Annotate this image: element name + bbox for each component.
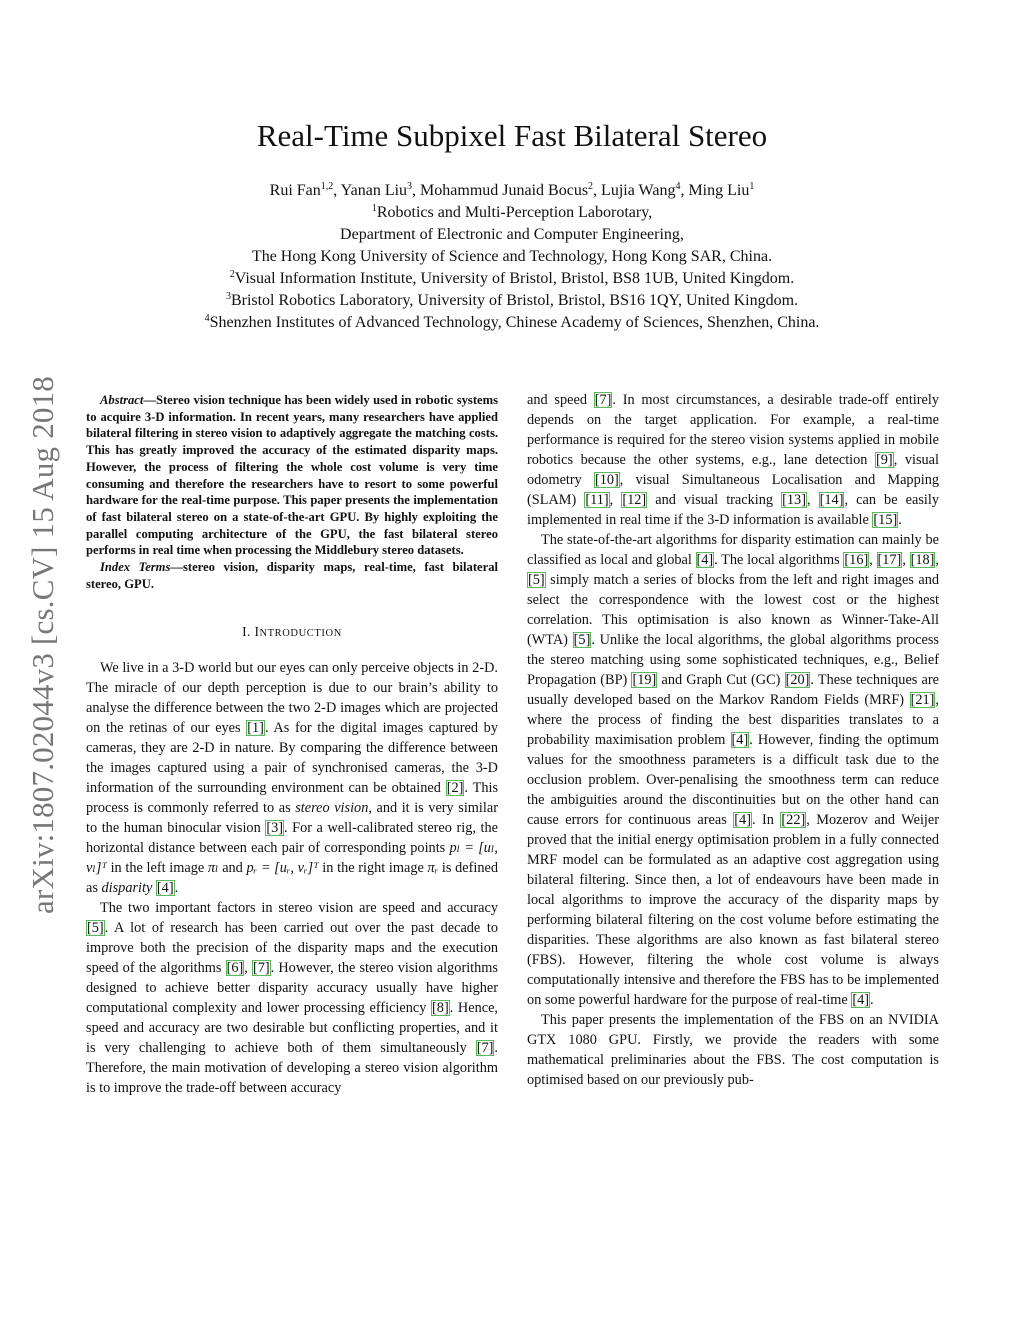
text-run: , visual odometry <box>527 452 939 488</box>
text-run: and <box>218 860 247 877</box>
index-terms <box>86 559 498 592</box>
text-run: , where the process of finding the best disparities translates to a probability maximisation problem <box>527 692 939 748</box>
affiliation-text: Shenzhen Institutes of Advanced Technology, Chinese Academy of Sciences, Shenzhen, China. <box>209 314 820 331</box>
citation-link[interactable]: [7] <box>476 1040 494 1057</box>
author-name: Rui Fan <box>269 182 321 199</box>
text-run: . The local algorithms <box>714 552 844 568</box>
index-terms-text: —stereo vision, disparity maps, real-time, fast bilateral stereo, GPU. <box>86 560 498 591</box>
text-run: This paper presents the implementation of the FBS on an NVIDIA GTX 1080 GPU. Firstly, we provide the readers with some mathematical preliminaries about the FBS. The cost computation is optimised based on our previously pub- <box>527 1012 939 1088</box>
text-run: . A lot of research has been carried out over the past decade to improve both the precision of the disparity maps and the execution speed of the algorithms <box>86 920 498 977</box>
text-run: . However, finding the optimum values for the smoothness parameters is a difficult task due to the occlusion problem. Over-penalising the smoothness term can reduce the ambiguities around the discontinuities but on the other hand can cause errors for continuous areas <box>527 732 939 828</box>
text-run: and visual tracking <box>647 492 782 508</box>
text-run: . Hence, speed and accuracy are two desirable but conflicting properties, and it is very challenging to achieve both of them simultaneously <box>86 1000 498 1057</box>
abstract-label: Abstract <box>100 393 144 407</box>
affiliation-line <box>0 268 1024 290</box>
section-heading-introduction <box>86 622 498 644</box>
arxiv-side-identifier: arXiv:1807.02044v3 [cs.CV] 15 Aug 2018 <box>25 376 60 915</box>
text-run: The state-of-the-art algorithms for disparity estimation can mainly be classified as local and global <box>527 532 939 568</box>
text-run: . However, the stereo vision algorithms designed to achieve better disparity accuracy usually have higher computational complexity and lower processing efficiency <box>86 960 498 1017</box>
citation-link[interactable]: [19] <box>632 672 657 688</box>
author-name: , Mohammud Junaid Bocus <box>412 182 589 199</box>
citation-link[interactable]: [8] <box>432 1000 449 1017</box>
section-title-initial: I <box>254 624 260 640</box>
citation-link[interactable]: [4] <box>696 552 714 568</box>
author-name: , Ming Liu <box>680 182 750 199</box>
citation-link[interactable]: [5] <box>87 920 104 937</box>
author-affiliation-mark: 3 <box>407 181 413 192</box>
text-run: in the left image <box>106 860 208 877</box>
authors-line <box>0 180 1024 202</box>
text-run: . In <box>751 812 781 828</box>
citation-link[interactable]: [11] <box>585 492 609 508</box>
author-block <box>0 180 1024 334</box>
author-affiliation-mark: 2 <box>588 181 594 192</box>
citation-link[interactable]: [15] <box>873 512 898 528</box>
affiliation-line <box>0 202 1024 224</box>
text-run: in the right image <box>318 860 428 877</box>
text-run: We live in a 3-D world but our eyes can only perceive objects in 2-D. The miracle of our depth perception is due to our brain’s ability to analyse the difference between the two 2-D images which are projected on the retinas of our eyes <box>86 660 498 737</box>
text-run: , and it is very similar to the human binocular vision <box>86 800 498 837</box>
text-run: , <box>935 552 939 568</box>
text-run: , <box>806 492 819 508</box>
author-name: , Yanan Liu <box>333 182 408 199</box>
affiliation-line <box>0 224 1024 246</box>
text-run: and speed <box>527 392 594 408</box>
text-run: , <box>609 492 622 508</box>
affiliation-text: Bristol Robotics Laboratory, University of Bristol, Bristol, BS16 1QY, United Kingdom. <box>230 292 799 309</box>
text-run: is defined as <box>86 860 498 897</box>
citation-link[interactable]: [20] <box>785 672 810 688</box>
text-run: . <box>898 512 902 528</box>
math-expression: pₗ = [uₗ, vₗ]ᵀ <box>86 840 499 877</box>
section-number: I. <box>242 624 255 640</box>
affiliation-text: Department of Electronic and Computer Engineering, <box>340 226 684 243</box>
citation-link[interactable]: [13] <box>782 492 806 508</box>
math-expression: pᵣ = [uᵣ, vᵣ]ᵀ <box>246 860 319 877</box>
citation-link[interactable]: [21] <box>910 692 935 708</box>
citation-link[interactable]: [4] <box>734 812 751 828</box>
citation-link[interactable]: [5] <box>528 572 545 588</box>
text-run: , Mozerov and Weijer proved that the initial energy optimisation problem in a fully connected MRF model can be formulated as an adaptive cost aggregation using bilateral filtering. Since then, a lot of endeavours have been made in local algorithms to improve the accuracy of the disparity maps by performing bilateral filtering on the cost volume before estimating the disparities. These algorithms are also known as fast bilateral stereo (FBS). However, filtering the whole cost volume is always computationally intensive and therefore the FBS has to be implemented on some powerful hardware for the purpose of real-time <box>527 812 939 1008</box>
text-run: . Therefore, the main motivation of developing a stereo vision algorithm is to improve the trade-off between accuracy <box>86 1040 498 1097</box>
math-expression: πᵣ <box>427 860 439 877</box>
affiliation-mark: 2 <box>229 269 235 280</box>
text-run: , visual Simultaneous Localisation and Mapping (SLAM) <box>527 472 939 508</box>
citation-link[interactable]: [5] <box>573 632 591 648</box>
right-column <box>527 390 939 1090</box>
author-affiliation-mark: 1 <box>749 181 755 192</box>
index-terms-label: Index Terms <box>100 560 171 575</box>
affiliation-line <box>0 290 1024 312</box>
citation-link[interactable]: [17] <box>877 552 902 568</box>
abstract <box>86 392 498 559</box>
affiliation-line <box>0 246 1024 268</box>
emphasized-term: disparity <box>101 880 153 897</box>
citation-link[interactable]: [22] <box>781 812 806 828</box>
citation-link[interactable]: [4] <box>731 732 749 748</box>
text-run: , can be easily implemented in real time if the 3-D information is available <box>527 492 939 528</box>
text-run: , <box>869 552 877 568</box>
text-run: . Unlike the local algorithms, the global algorithms process the stereo matching using some sophisticated techniques, e.g., Belief Propagation (BP) <box>527 632 939 688</box>
citation-link[interactable]: [4] <box>156 880 174 897</box>
text-run: and Graph Cut (GC) <box>657 672 785 688</box>
intro-paragraph <box>527 390 939 530</box>
intro-paragraph <box>86 898 498 1098</box>
text-run: . <box>870 992 874 1008</box>
text-run: , <box>244 960 252 977</box>
math-expression: πₗ <box>207 860 219 877</box>
intro-paragraph <box>86 658 498 898</box>
affiliation-text: Robotics and Multi-Perception Laborotary, <box>376 204 653 221</box>
author-affiliation-mark: 1,2 <box>320 181 334 192</box>
text-run: , <box>902 552 910 568</box>
citation-link[interactable]: [16] <box>844 552 869 568</box>
citation-link[interactable]: [2] <box>446 780 464 797</box>
text-run: The two important factors in stereo vision are speed and accuracy <box>100 900 498 917</box>
left-column <box>86 390 498 1098</box>
text-run: . In most circumstances, a desirable trade-off entirely depends on the target application. For example, a real-time performance is required for the stereo vision systems applied in mobile robotics because the other systems, e.g., lane detection <box>527 392 939 468</box>
affiliation-text: Visual Information Institute, University of Bristol, Bristol, BS8 1UB, United Kingdom. <box>234 270 795 287</box>
citation-link[interactable]: [7] <box>252 960 270 977</box>
intro-paragraph <box>527 1010 939 1090</box>
citation-link[interactable]: [7] <box>594 392 612 408</box>
paper-title: Real-Time Subpixel Fast Bilateral Stereo <box>256 118 768 153</box>
affiliation-mark: 3 <box>225 291 231 302</box>
text-run: . This process is commonly referred to as <box>86 780 499 817</box>
citation-link[interactable]: [6] <box>226 960 244 977</box>
intro-paragraph <box>527 530 939 1010</box>
text-run: . For a well-calibrated stereo rig, the horizontal distance between each pair of corresponding points <box>86 820 498 857</box>
affiliation-text: The Hong Kong University of Science and Technology, Hong Kong SAR, China. <box>251 248 773 265</box>
text-run: . These techniques are usually developed based on the Markov Random Fields (MRF) <box>527 672 939 708</box>
affiliation-mark: 1 <box>371 203 377 214</box>
citation-link[interactable]: [14] <box>819 492 844 508</box>
text-run: . As for the digital images captured by cameras, they are 2-D in nature. By comparing the difference between the images captured using a pair of synchronised cameras, the 3-D information of the surrounding environment can be obtained <box>86 720 498 797</box>
citation-link[interactable]: [10] <box>594 472 619 488</box>
section-title-rest: NTRODUCTION <box>259 628 342 640</box>
citation-link[interactable]: [18] <box>910 552 935 568</box>
citation-link[interactable]: [9] <box>876 452 893 468</box>
emphasized-term: stereo vision <box>295 800 369 817</box>
citation-link[interactable]: [12] <box>622 492 647 508</box>
citation-link[interactable]: [4] <box>852 992 870 1008</box>
text-run: . <box>174 880 179 897</box>
citation-link[interactable]: [1] <box>247 720 264 737</box>
affiliation-line <box>0 312 1024 334</box>
abstract-text: —Stereo vision technique has been widely used in robotic systems to acquire 3-D information. In recent years, many researchers have applied bilateral filtering in stereo vision to adaptively aggregate the matching costs. This has greatly improved the accuracy of the estimated disparity maps. However, the process of filtering the whole cost volume is very time consuming and therefore the researchers have to resort to some powerful hardware for the real-time purpose. This paper presents the implementation of fast bilateral stereo on a state-of-the-art GPU. By highly exploiting the parallel computing architecture of the GPU, the fast bilateral stereo performs in real time when processing the Middlebury stereo datasets. <box>86 393 498 558</box>
citation-link[interactable]: [3] <box>266 820 283 837</box>
author-name: , Lujia Wang <box>593 182 676 199</box>
author-affiliation-mark: 4 <box>675 181 681 192</box>
text-run: simply match a series of blocks from the left and right images and select the correspondence with the lowest cost or the highest correlation. This optimisation is also known as Winner-Take-All (WTA) <box>527 572 939 648</box>
affiliation-mark: 4 <box>204 313 210 324</box>
